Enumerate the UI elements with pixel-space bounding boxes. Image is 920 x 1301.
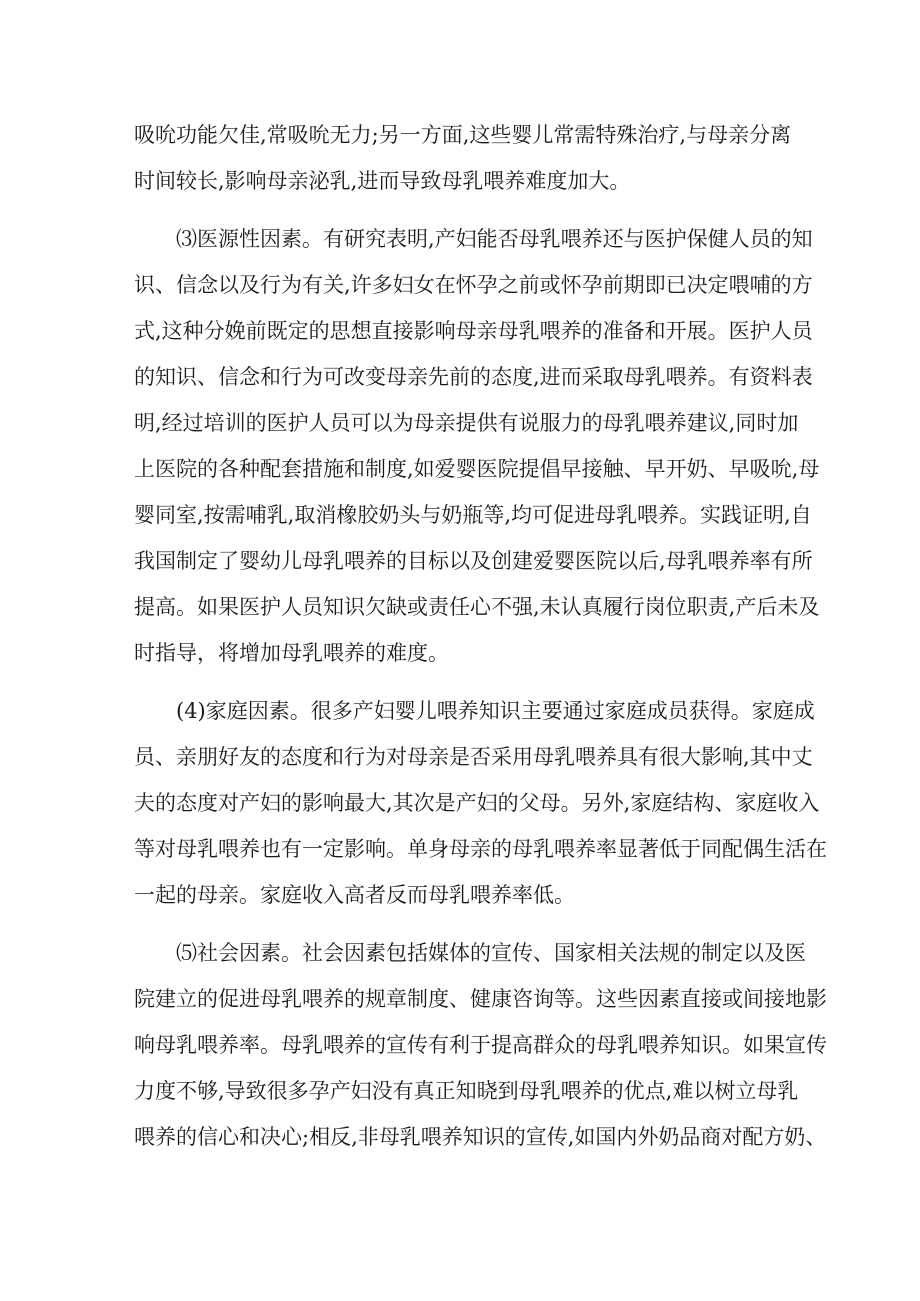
text-line: 响母乳喂养率。母乳喂养的宣传有利于提高群众的母乳喂养知识。如果宣传 [134,1033,827,1057]
text-line: 识、信念以及行为有关,许多妇女在怀孕之前或怀孕前期即已决定喂哺的方 [134,273,813,297]
text-line: 式,这种分娩前既定的思想直接影响母亲母乳喂养的准备和开展。医护人员 [134,319,813,343]
text-line: 吸吮功能欠佳,常吸吮无力;另一方面,这些婴儿常需特殊治疗,与母亲分离 [134,123,792,147]
text-line: 提高。如果医护人员知识欠缺或责任心不强,未认真履行岗位职责,产后未及 [134,595,820,619]
text-line: 我国制定了婴幼儿母乳喂养的目标以及创建爱婴医院以后,母乳喂养率有所 [134,549,813,573]
body-text [134,112,827,1160]
text-line: 明,经过培训的医护人员可以为母亲提供有说服力的母乳喂养建议,同时加 [134,411,799,435]
text-line: 员、亲朋好友的态度和行为对母亲是否采用母乳喂养具有很大影响,其中丈 [134,745,813,769]
paragraph-social-factors [134,930,827,1160]
text-line: 婴同室,按需哺乳,取消橡胶奶头与奶瓶等,均可促进母乳喂养。实践证明,自 [134,503,812,527]
text-line: ⑶医源性因素。有研究表明,产妇能否母乳喂养还与医护保健人员的知 [176,227,813,251]
text-line: (4)家庭因素。很多产妇婴儿喂养知识主要通过家庭成员获得。家庭成 [176,699,815,723]
paragraph-family-factors [134,688,827,918]
text-line: 时间较长,影响母亲泌乳,进而导致母乳喂养难度加大。 [134,169,631,193]
text-line: 力度不够,导致很多孕产妇没有真正知晓到母乳喂养的优点,难以树立母乳 [134,1079,799,1103]
text-line: 时指导，将增加母乳喂养的难度。 [134,641,449,665]
text-line: 院建立的促进母乳喂养的规章制度、健康咨询等。这些因素直接或间接地影 [134,987,827,1011]
paragraph-iatrogenic-factors [134,216,820,676]
text-line: 喂养的信心和决心;相反,非母乳喂养知识的宣传,如国内外奶品商对配方奶、 [134,1125,827,1149]
text-line: ⑸社会因素。社会因素包括媒体的宣传、国家相关法规的制定以及医 [176,941,806,965]
text-line: 一起的母亲。家庭收入高者反而母乳喂养率低。 [134,883,575,907]
text-line: 的知识、信念和行为可改变母亲先前的态度,进而采取母乳喂养。有资料表 [134,365,813,389]
text-line: 夫的态度对产妇的影响最大,其次是产妇的父母。另外,家庭结构、家庭收入 [134,791,820,815]
text-line: 上医院的各种配套措施和制度,如爱婴医院提倡早接触、早开奶、早吸吮,母 [134,457,820,481]
text-line: 等对母乳喂养也有一定影响。单身母亲的母乳喂养率显著低于同配偶生活在 [134,837,827,861]
paragraph-continuation [134,112,794,204]
